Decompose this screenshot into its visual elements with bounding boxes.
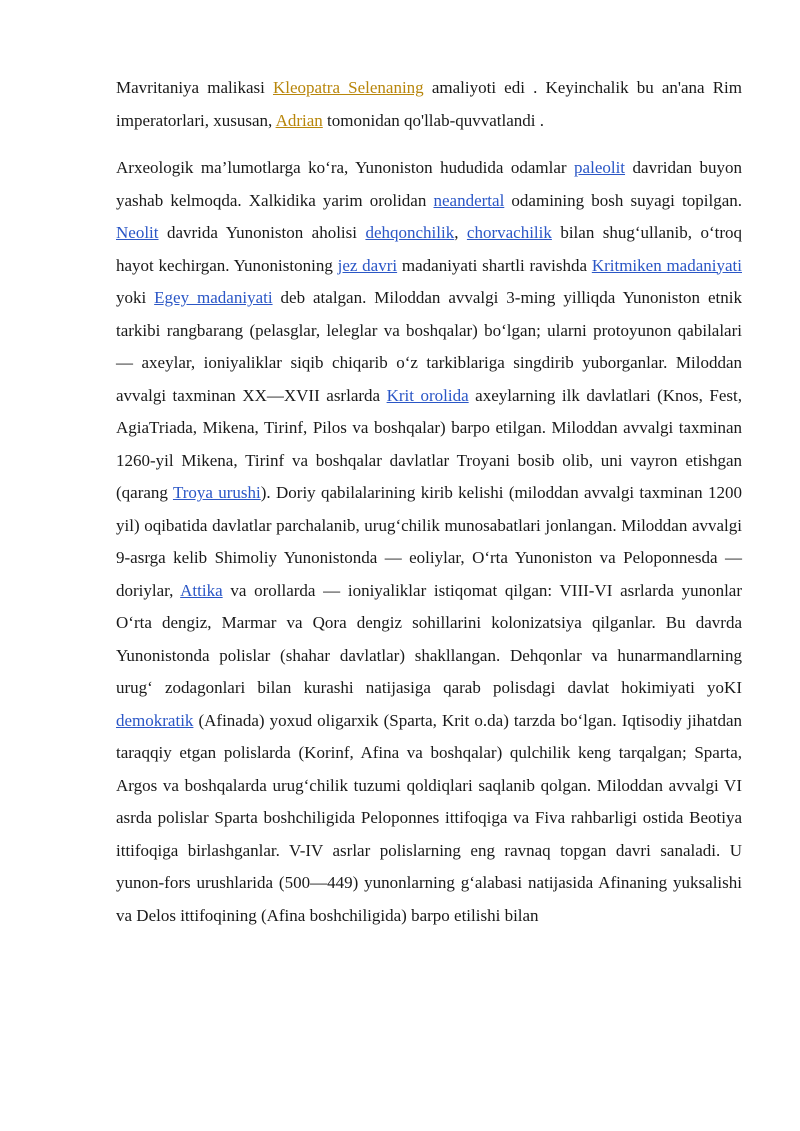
paragraph-1 [116,72,742,137]
document-body [116,72,742,932]
link-jez-davri[interactable]: jez davri [337,255,398,275]
text-run: axeylarning ilk davlatlari (Knos, Fest, AgiaTriada, Mikena, Tirinf, Pilos va boshqalar) barpo etilgan. Miloddan avvalgi taxminan 1260-yil Mikena, Tirinf va boshqalar davlatlar Troyani bosib olib, uni vayron etishgan (qarang [116,385,742,502]
text-run: madaniyati shartli ravishda [397,255,592,275]
text-run: amaliyoti edi . Keyinchalik bu an'ana Rim imperatorlari, xususan, [116,78,742,130]
link-kleopatra-selena[interactable]: Kleopatra Selenaning [272,78,424,97]
link-adrian[interactable]: Adrian [275,110,323,130]
link-krit-orolida[interactable]: Krit orolida [386,385,469,405]
text-run: tomonidan qo'llab-quvvatlandi . [322,110,544,130]
link-paleolit[interactable]: paleolit [574,158,626,177]
text-run: ). Doriy qabilalarining kirib kelishi (miloddan avvalgi taxminan 1200 yil) oqibatida davlatlar parchalanib, urug‘chilik munosabatlari jonlangan. Miloddan avvalgi 9-asrga kelib Shimoliy Yunonistonda — eoliylar, O‘rta Yunoniston va Peloponnesda — doriylar, [116,483,742,600]
link-neandertal[interactable]: neandertal [433,190,505,210]
text-run: Mavritaniya malikasi [116,78,273,97]
link-dehqonchilik[interactable]: dehqonchilik [365,223,455,242]
text-run: bilan shug‘ullanib, o‘troq hayot kechirgan. Yunonistoning [116,223,743,275]
text-run: yoki [116,288,155,307]
text-run: (Afinada) yoxud oligarxik (Sparta, Krit o.da) tarzda bo‘lgan. Iqtisodiy jihatdan taraqqiy etgan polislarda (Korinf, Afina va boshqalar) qulchilik keng tarqalgan; Sparta, Argos va boshqalarda urug‘chilik tuzumi qoldiqlari saqlanib qolgan. Miloddan avvalgi VI asrda polislar Sparta boshchiligida Peloponnes ittifoqiga va Fiva rahbarligi ostida Beotiya ittifoqiga birlashganlar. V-IV asrlar polislarning eng ravnaq topgan davri sanaladi. U yunon-fors urushlarida (500—449) yunonlarning g‘alabasi natijasida Afinaning yuksalishi va Delos ittifoqining (Afina boshchiligida) barpo etilishi bilan [116,710,742,925]
paragraph-2 [116,152,742,932]
link-demokratik[interactable]: demokratik [116,710,194,730]
link-chorvachilik[interactable]: chorvachilik [466,223,552,242]
link-neolit[interactable]: Neolit [116,223,159,242]
text-run: va orollarda — ioniyaliklar istiqomat qilgan: VIII-VI asrlarda yunonlar O‘rta dengiz, Marmar va Qora dengiz sohillarini kolonizatsiya qilganlar. Bu davrda Yunonistonda polislar (shahar davlatlar) shakllangan. Dehqonlar va hunarmandlarning urug‘ zodagonlari bilan kurashi natijasiga qarab polisdagi davlat hokimiyati yoKI [116,580,742,697]
text-run: davrida Yunoniston aholisi [158,223,366,242]
link-attika[interactable]: Attika [180,580,223,600]
link-kritmiken-madaniyati[interactable]: Kritmiken madaniyati [591,255,742,275]
text-run: , [454,223,467,242]
text-run: odamining bosh suyagi topilgan. [504,190,742,210]
text-run: deb atalgan. Miloddan avvalgi 3-ming yilliqda Yunoniston etnik tarkibi rangbarang (pelasglar, leleglar va boshqalar) bo‘lgan; ularni protoyunon qabilalari — axeylar, ioniyaliklar siqib chiqarib o‘z tarkiblariga singdirib yuborganlar. Miloddan avvalgi taxminan XX—XVII asrlarda [116,288,742,405]
text-run: davridan buyon yashab kelmoqda. Xalkidika yarim orolidan [116,158,742,210]
text-run: Arxeologik ma’lumotlarga ko‘ra, Yunoniston hududida odamlar [116,158,575,177]
link-egey-madaniyati[interactable]: Egey madaniyati [154,288,273,307]
link-troya-urushi[interactable]: Troya urushi [172,483,261,502]
